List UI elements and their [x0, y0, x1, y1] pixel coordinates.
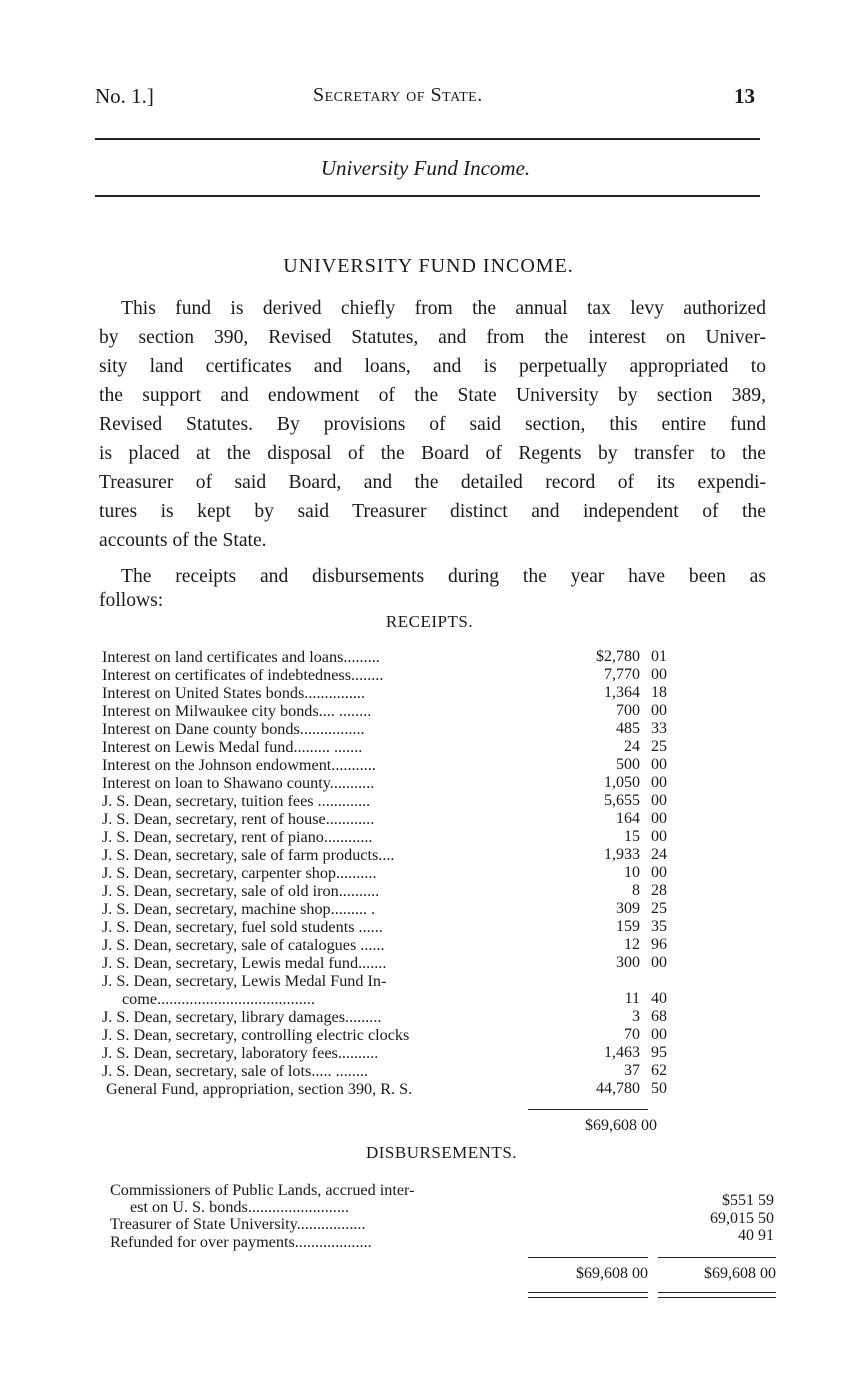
table-row [102, 864, 377, 882]
row-cents: 95 [651, 1044, 667, 1061]
row-dollars: 37 [624, 1062, 640, 1079]
para-line: is placed at the disposal of the Board of Regents by transfer to the [99, 443, 766, 464]
row-label: J. S. Dean, secretary, rent of piano............ [102, 828, 373, 846]
receipts-intro-paragraph [99, 562, 766, 611]
row-label: J. S. Dean, secretary, carpenter shop.......... [102, 864, 377, 882]
row-cents: 25 [651, 738, 667, 755]
row-dollars: 70 [624, 1026, 640, 1043]
row-label: J. S. Dean, secretary, Lewis medal fund....... [102, 954, 387, 972]
disb-total-rule-left [528, 1257, 648, 1258]
disbursements-heading: DISBURSEMENTS. [365, 1143, 518, 1162]
para-line: follows: [99, 590, 164, 611]
table-row [102, 684, 365, 702]
row-label: Treasurer of State University................. [110, 1215, 366, 1233]
row-cents: 00 [651, 954, 667, 971]
running-head-title: Secretary of State. [313, 84, 483, 106]
row-amount: $551 59 [722, 1192, 774, 1209]
row-cents: 35 [651, 918, 667, 935]
para-line: sity land certificates and loans, and is perpetually appropriated to [99, 356, 766, 377]
row-label: J. S. Dean, secretary, controlling electric clocks [102, 1026, 410, 1044]
table-row [102, 954, 386, 972]
section-subtitle: University Fund Income. [320, 156, 531, 180]
table-row [102, 738, 362, 756]
row-dollars: 15 [624, 828, 640, 845]
table-row [102, 774, 374, 792]
double-rule-right-2 [658, 1297, 776, 1298]
para-line: tures is kept by said Treasurer distinct and independent of the [99, 501, 766, 522]
table-row [102, 702, 371, 720]
row-cents: 28 [651, 882, 667, 899]
row-dollars: 159 [616, 918, 640, 935]
row-label: J. S. Dean, secretary, sale of catalogues ...... [102, 936, 385, 954]
row-dollars: 12 [624, 936, 640, 953]
row-label: General Fund, appropriation, section 390, R. S. [106, 1080, 413, 1098]
receipts-total: $69,608 00 [585, 1117, 657, 1134]
receipts-total-rule [528, 1109, 648, 1110]
table-row [102, 1026, 409, 1044]
table-row [102, 810, 374, 828]
header-rule-top [95, 138, 760, 140]
table-row [102, 918, 383, 936]
row-cents: 40 [651, 990, 667, 1007]
row-label: J. S. Dean, secretary, laboratory fees.......... [102, 1044, 379, 1062]
table-row [110, 1233, 372, 1251]
double-rule-right-1 [658, 1292, 776, 1293]
row-dollars: 164 [616, 810, 640, 827]
row-label: Interest on the Johnson endowment........... [102, 756, 376, 774]
row-label: Interest on Dane county bonds................ [102, 720, 365, 738]
row-cents: 00 [651, 828, 667, 845]
table-row [102, 1008, 381, 1026]
table-row [102, 1044, 378, 1062]
table-row [102, 1062, 368, 1080]
row-cents: 00 [651, 864, 667, 881]
row-cents: 24 [651, 846, 667, 863]
row-label: J. S. Dean, secretary, library damages......... [102, 1008, 382, 1026]
row-label: Interest on Milwaukee city bonds.... ........ [102, 702, 372, 720]
para-line: the support and endowment of the State University by section 389, [99, 385, 766, 406]
page-title: UNIVERSITY FUND INCOME. [283, 255, 574, 277]
table-row [102, 846, 394, 864]
table-row [110, 1181, 414, 1199]
row-cents: 01 [651, 648, 667, 665]
running-head-number: No. 1.] [95, 84, 154, 108]
row-amount: 40 91 [738, 1227, 774, 1244]
table-row [106, 1080, 412, 1098]
para-line: The receipts and disbursements during the year have been as [121, 566, 766, 587]
row-cents: 68 [651, 1008, 667, 1025]
header-rule-bottom [95, 195, 760, 197]
table-row-continuation [130, 1198, 349, 1216]
intro-paragraph [99, 294, 766, 555]
row-cents: 18 [651, 684, 667, 701]
row-dollars: 1,050 [604, 774, 640, 791]
row-label: Commissioners of Public Lands, accrued inter- [110, 1181, 415, 1199]
row-label: Interest on land certificates and loans......... [102, 648, 380, 666]
row-dollars: 1,364 [604, 684, 640, 701]
row-label: Interest on loan to Shawano county........... [102, 774, 375, 792]
row-cents: 96 [651, 936, 667, 953]
table-row [102, 720, 365, 738]
receipts-heading: RECEIPTS. [385, 612, 474, 631]
page-number: 13 [734, 84, 755, 108]
row-dollars: 1,933 [604, 846, 640, 863]
table-row [110, 1215, 366, 1233]
row-label: Interest on certificates of indebtedness........ [102, 666, 384, 684]
row-label: J. S. Dean, secretary, Lewis Medal Fund In- [102, 972, 387, 990]
row-dollars: 8 [632, 882, 640, 899]
row-cents: 00 [651, 792, 667, 809]
row-label: Interest on Lewis Medal fund......... ....... [102, 738, 363, 756]
row-dollars: 500 [616, 756, 640, 773]
table-row [102, 900, 375, 918]
row-cents: 25 [651, 900, 667, 917]
table-row [102, 756, 376, 774]
row-dollars: 485 [616, 720, 640, 737]
row-cents: 00 [651, 666, 667, 683]
row-dollars: $2,780 [596, 648, 640, 665]
row-dollars: 11 [624, 990, 640, 1007]
table-row [102, 648, 380, 666]
para-line: This fund is derived chiefly from the annual tax levy authorized [121, 298, 766, 319]
row-label: Interest on United States bonds............... [102, 684, 366, 702]
table-row-continuation [122, 990, 315, 1008]
disb-total-rule-right [658, 1257, 776, 1258]
row-label: J. S. Dean, secretary, fuel sold students ...... [102, 918, 383, 936]
row-dollars: 1,463 [604, 1044, 640, 1061]
row-dollars: 10 [624, 864, 640, 881]
row-cents: 50 [651, 1080, 667, 1097]
table-row [102, 792, 370, 810]
double-rule-left-1 [528, 1292, 648, 1293]
row-label: J. S. Dean, secretary, sale of lots..... ........ [102, 1062, 368, 1080]
row-dollars: 44,780 [596, 1080, 640, 1097]
double-rule-left-2 [528, 1297, 648, 1298]
table-row [102, 882, 379, 900]
row-label: J. S. Dean, secretary, machine shop......... . [102, 900, 376, 918]
table-row [102, 666, 383, 684]
row-label: J. S. Dean, secretary, sale of farm products.... [102, 846, 395, 864]
row-cents: 00 [651, 1026, 667, 1043]
row-dollars: 700 [616, 702, 640, 719]
row-dollars: 24 [624, 738, 640, 755]
para-line: Treasurer of said Board, and the detailed record of its expendi- [99, 472, 766, 493]
row-label: J. S. Dean, secretary, tuition fees ............. [102, 792, 371, 810]
table-row [102, 828, 372, 846]
row-dollars: 300 [616, 954, 640, 971]
para-line: Revised Statutes. By provisions of said section, this entire fund [99, 414, 766, 435]
para-line: by section 390, Revised Statutes, and from the interest on Univer- [99, 327, 766, 348]
para-line: accounts of the State. [99, 530, 267, 551]
row-dollars: 5,655 [604, 792, 640, 809]
disb-total-right: $69,608 00 [704, 1265, 776, 1282]
row-label: Refunded for over payments................... [110, 1233, 372, 1251]
row-dollars: 3 [632, 1008, 640, 1025]
row-cents: 62 [651, 1062, 667, 1079]
row-dollars: 7,770 [604, 666, 640, 683]
row-amount: 69,015 50 [710, 1210, 774, 1227]
row-cents: 00 [651, 702, 667, 719]
row-dollars: 309 [616, 900, 640, 917]
row-cents: 00 [651, 774, 667, 791]
table-row [102, 972, 386, 990]
row-label: J. S. Dean, secretary, sale of old iron.......... [102, 882, 380, 900]
row-label: est on U. S. bonds......................... [130, 1198, 349, 1216]
row-cents: 00 [651, 756, 667, 773]
row-label: J. S. Dean, secretary, rent of house............ [102, 810, 375, 828]
row-label: come....................................... [122, 990, 315, 1008]
row-cents: 33 [651, 720, 667, 737]
row-cents: 00 [651, 810, 667, 827]
disb-total-left: $69,608 00 [576, 1265, 648, 1282]
table-row [102, 936, 385, 954]
